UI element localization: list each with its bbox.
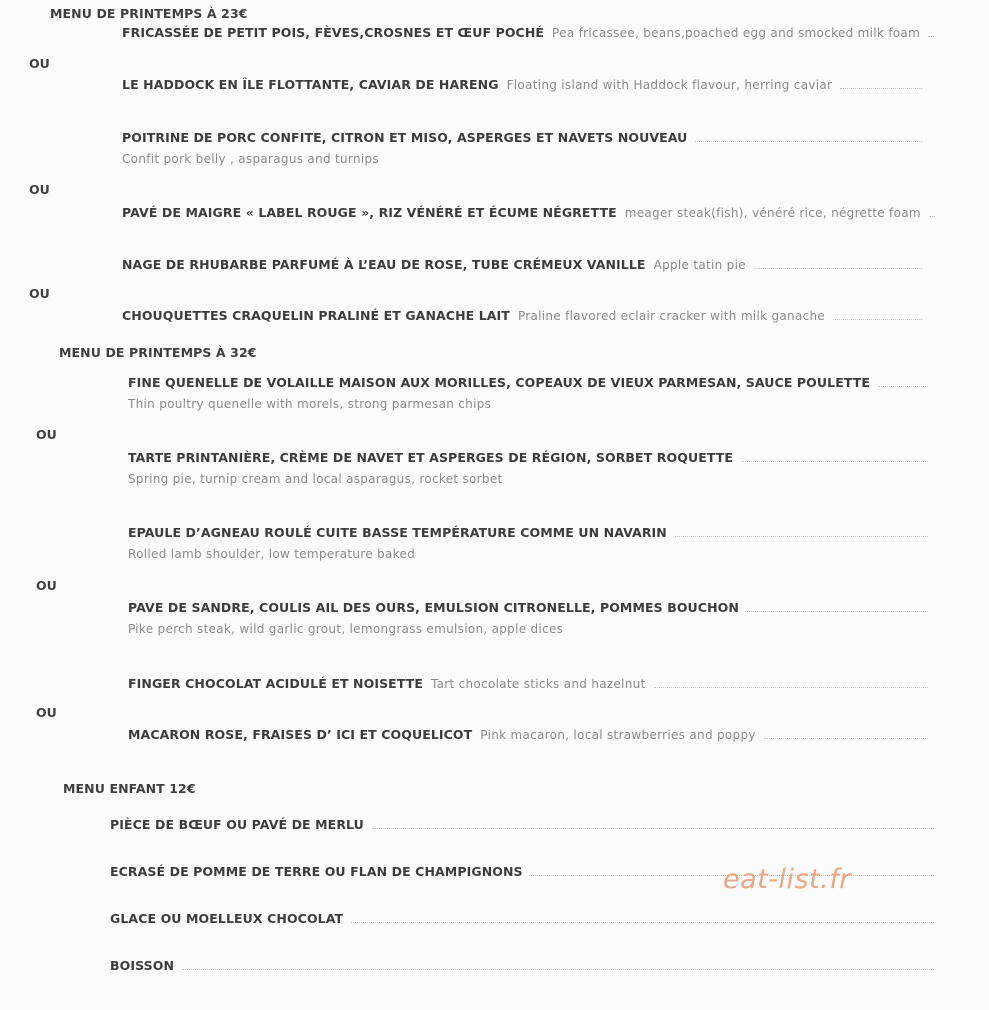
menu-3-heading: MENU ENFANT 12€	[63, 781, 196, 796]
menu-1-item-3	[122, 130, 922, 145]
dish-description: Thin poultry quenelle with morels, strong parmesan chips	[128, 397, 492, 411]
menu-1-item-6	[122, 308, 922, 323]
dish-description: Apple tatin pie	[653, 258, 746, 272]
dotted-leader	[351, 922, 934, 923]
dish-title: FINE QUENELLE DE VOLAILLE MAISON AUX MORILLES, COPEAUX DE VIEUX PARMESAN, SAUCE POULETTE	[128, 375, 871, 390]
dotted-leader	[764, 738, 928, 739]
dish-title: ECRASÉ DE POMME DE TERRE OU FLAN DE CHAMPIGNONS	[110, 864, 523, 879]
dish-title: PAVÉ DE MAIGRE « LABEL ROUGE », RIZ VÉNÉRÉ ET ÉCUME NÉGRETTE	[122, 205, 617, 220]
dotted-leader	[675, 536, 928, 537]
dish-title: POITRINE DE PORC CONFITE, CITRON ET MISO, ASPERGES ET NAVETS NOUVEAU	[122, 130, 688, 145]
dotted-leader	[695, 141, 922, 142]
dotted-leader	[654, 687, 928, 688]
menu-3-item-3	[110, 911, 934, 926]
dish-title: TARTE PRINTANIÈRE, CRÈME DE NAVET ET ASPERGES DE RÉGION, SORBET ROQUETTE	[128, 450, 734, 465]
dish-title: FINGER CHOCOLAT ACIDULÉ ET NOISETTE	[128, 676, 423, 691]
dish-title: MACARON ROSE, FRAISES D’ ICI ET COQUELICOT	[128, 727, 473, 742]
dish-title: BOISSON	[110, 958, 175, 973]
dotted-leader	[754, 268, 922, 269]
dish-description: Spring pie, turnip cream and local asparagus, rocket sorbet	[128, 472, 503, 486]
menu-2-item-1	[128, 375, 928, 390]
or-separator: OU	[29, 286, 50, 301]
dish-title: GLACE OU MOELLEUX CHOCOLAT	[110, 911, 344, 926]
menu-2-item-4	[128, 600, 928, 615]
dish-description: Pike perch steak, wild garlic grout, lemongrass emulsion, apple dices	[128, 622, 564, 636]
dotted-leader	[878, 386, 928, 387]
or-separator: OU	[29, 182, 50, 197]
menu-1-item-2	[122, 77, 922, 92]
dotted-leader	[833, 319, 922, 320]
dish-title: CHOUQUETTES CRAQUELIN PRALINÉ ET GANACHE LAIT	[122, 308, 510, 323]
dish-title: EPAULE D’AGNEAU ROULÉ CUITE BASSE TEMPÉRATURE COMME UN NAVARIN	[128, 525, 667, 540]
menu-2-item-3	[128, 525, 928, 540]
or-separator: OU	[36, 705, 57, 720]
menu-2-item-6	[128, 727, 928, 742]
menu-1-item-5	[122, 257, 922, 272]
menu-3-item-4	[110, 958, 934, 973]
dotted-leader	[928, 36, 934, 37]
menu-1-item-1	[122, 25, 922, 40]
dish-description: Rolled lamb shoulder, low temperature baked	[128, 547, 416, 561]
dish-description: Floating island with Haddock flavour, herring caviar	[506, 78, 833, 92]
watermark-logo: eat-list.fr	[723, 864, 851, 895]
dotted-leader	[929, 216, 935, 217]
dotted-leader	[747, 611, 928, 612]
dotted-leader	[840, 88, 922, 89]
or-separator: OU	[36, 427, 57, 442]
menu-1-heading: MENU DE PRINTEMPS À 23€	[50, 6, 248, 21]
menu-2-heading: MENU DE PRINTEMPS À 32€	[59, 345, 257, 360]
dish-title: FRICASSÉE DE PETIT POIS, FÈVES,CROSNES ET ŒUF POCHÉ	[122, 25, 545, 40]
menu-2-item-5	[128, 676, 928, 691]
menu-1-item-4	[122, 205, 922, 220]
dish-title: LE HADDOCK EN ÎLE FLOTTANTE, CAVIAR DE HARENG	[122, 77, 499, 92]
dish-description: Tart chocolate sticks and hazelnut	[431, 677, 646, 691]
dotted-leader	[182, 969, 934, 970]
dish-description: Pink macaron, local strawberries and poppy	[480, 728, 756, 742]
or-separator: OU	[29, 56, 50, 71]
dotted-leader	[372, 828, 934, 829]
dish-description: meager steak(fish), vénéré rice, négrette foam	[624, 206, 921, 220]
dotted-leader	[741, 461, 928, 462]
dish-description: Confit pork belly , asparagus and turnips	[122, 152, 379, 166]
or-separator: OU	[36, 578, 57, 593]
dish-description: Pea fricassee, beans,poached egg and smocked milk foam	[552, 26, 921, 40]
dish-title: PIÈCE DE BŒUF OU PAVÉ DE MERLU	[110, 817, 364, 832]
dish-description: Praline flavored eclair cracker with milk ganache	[517, 309, 826, 323]
menu-2-item-2	[128, 450, 928, 465]
dish-title: NAGE DE RHUBARBE PARFUMÉ À L’EAU DE ROSE, TUBE CRÉMEUX VANILLE	[122, 257, 646, 272]
menu-3-item-1	[110, 817, 934, 832]
dish-title: PAVE DE SANDRE, COULIS AIL DES OURS, EMULSION CITRONELLE, POMMES BOUCHON	[128, 600, 739, 615]
